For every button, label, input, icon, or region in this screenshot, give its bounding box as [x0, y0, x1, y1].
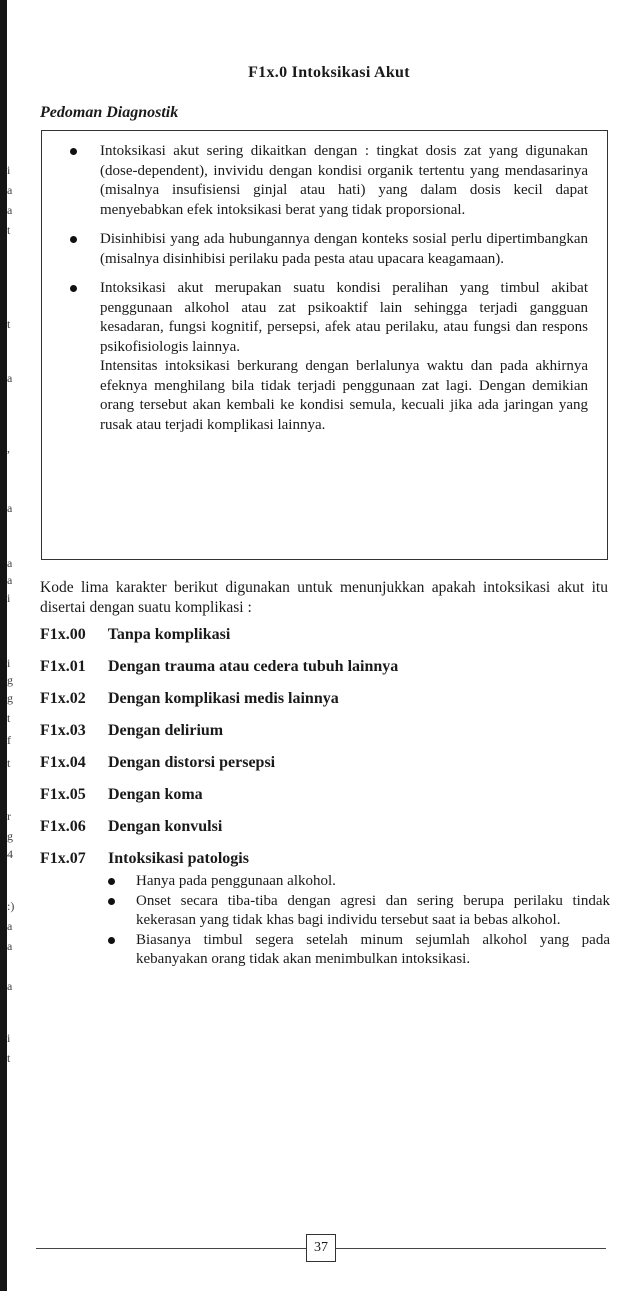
code-label: Dengan trauma atau cedera tubuh lainnya [108, 658, 399, 675]
list-item [104, 892, 610, 931]
margin-fragment: a [7, 939, 13, 953]
code-label: Dengan konvulsi [108, 818, 223, 835]
code-number: F1x.05 [40, 786, 86, 803]
bullet-icon [70, 148, 77, 155]
margin-fragment: a [7, 919, 13, 933]
code-item [40, 624, 608, 656]
code-label: Tanpa komplikasi [107, 626, 231, 643]
margin-fragment: a [7, 203, 13, 217]
guideline-text-continued: Intensitas intoksikasi berkurang dengan berlalunya waktu dan pada akhirnya efeknya menghilang bila tidak terjadi penggunaan zat lagi. Dengan demikian orang tersebut akan kembali ke kondisi semula, kecuali jika ada jaringan yang rusak atau terjadi komplikasi lainnya. [100, 358, 588, 433]
margin-fragment: :) [7, 899, 15, 913]
margin-fragment: g [7, 829, 13, 843]
code-item [40, 688, 608, 720]
margin-fragment: f [7, 733, 11, 747]
guidelines-list [68, 142, 588, 435]
code-number: F1x.02 [40, 690, 86, 707]
code-item [40, 752, 608, 784]
code-item [40, 656, 608, 688]
code-label: Intoksikasi patologis [108, 850, 249, 867]
list-item [104, 872, 610, 892]
margin-fragment: a [7, 573, 13, 587]
margin-fragment: a [7, 371, 13, 385]
margin-fragment: i [7, 1031, 11, 1045]
margin-fragment: 4 [7, 847, 13, 861]
margin-fragment: , [7, 441, 10, 455]
bullet-icon [70, 285, 77, 292]
note-text: Biasanya timbul segera setelah minum sejumlah alkohol yang pada kebanyakan orang tidak akan menimbulkan intoksikasi. [136, 931, 610, 967]
page-spine-shadow [0, 0, 7, 1291]
code-number: F1x.03 [40, 722, 86, 739]
code-number: F1x.00 [40, 626, 86, 643]
code-number: F1x.04 [40, 754, 86, 771]
margin-fragment: r [7, 809, 11, 823]
pathological-notes-list [104, 872, 610, 970]
code-item [40, 720, 608, 752]
code-number: F1x.06 [40, 818, 86, 835]
code-label: Dengan komplikasi medis lainnya [108, 690, 339, 707]
note-text: Onset secara tiba-tiba dengan agresi dan sering berupa perilaku tindak kekerasan yang tidak khas bagi individu tersebut saat ia bebas alkohol. [136, 892, 610, 928]
list-item [68, 142, 588, 220]
margin-fragment: g [7, 691, 13, 705]
bullet-icon [108, 878, 115, 885]
note-text: Hanya pada penggunaan alkohol. [136, 873, 336, 889]
code-intro-paragraph: Kode lima karakter berikut digunakan untuk menunjukkan apakah intoksikasi akut itu disertai dengan suatu komplikasi : [40, 579, 608, 616]
bullet-icon [108, 937, 115, 944]
guideline-text: Intoksikasi akut merupakan suatu kondisi peralihan yang timbul akibat penggunaan alkohol atau zat psikoaktif lain sehingga terjadi gangguan kesadaran, fungsi kognitif, persepsi, afek atau perilaku, atau fungsi dan respons psikofisiologis lainnya. [100, 280, 588, 355]
code-number: F1x.07 [40, 850, 86, 867]
margin-fragment: i [7, 591, 11, 605]
list-item [68, 279, 588, 435]
code-number: F1x.01 [40, 658, 86, 675]
code-label: Dengan delirium [108, 722, 224, 739]
bullet-icon [108, 898, 115, 905]
list-item [68, 230, 588, 269]
margin-fragment: a [7, 183, 13, 197]
margin-bleed-text [7, 0, 15, 1100]
margin-fragment: t [7, 1051, 11, 1065]
footer-rule-right [336, 1248, 606, 1249]
code-label: Dengan distorsi persepsi [108, 754, 276, 771]
margin-fragment: a [7, 501, 13, 515]
margin-fragment: g [7, 673, 13, 687]
guideline-text: Intoksikasi akut sering dikaitkan dengan : tingkat dosis zat yang digunakan (dose-dependent), invividu dengan kondisi organik tertentu yang mendasarinya (misalnya insufisiensi ginjal atau hati) yang dalam dosis kecil dapat menyebabkan efek intoksikasi berat yang tidak proporsional. [100, 143, 588, 218]
code-item [40, 816, 608, 848]
margin-fragment: t [7, 223, 11, 237]
margin-fragment: t [7, 756, 11, 770]
footer-rule-left [36, 1248, 306, 1249]
margin-fragment: t [7, 711, 11, 725]
margin-fragment: i [7, 656, 11, 670]
page-title: F1x.0 Intoksikasi Akut [248, 64, 410, 81]
margin-fragment: a [7, 556, 13, 570]
margin-fragment: t [7, 317, 11, 331]
guideline-text: Disinhibisi yang ada hubungannya dengan konteks sosial perlu dipertimbangkan (misalnya disinhibisi perilaku pada pesta atau upacara keagamaan). [100, 231, 588, 267]
section-subtitle: Pedoman Diagnostik [40, 104, 179, 121]
margin-fragment: i [7, 163, 11, 177]
page-number: 37 [306, 1234, 336, 1262]
margin-fragment: a [7, 979, 13, 993]
complication-code-list [40, 624, 608, 880]
code-item [40, 784, 608, 816]
list-item [104, 931, 610, 970]
code-label: Dengan koma [108, 786, 203, 803]
bullet-icon [70, 236, 77, 243]
